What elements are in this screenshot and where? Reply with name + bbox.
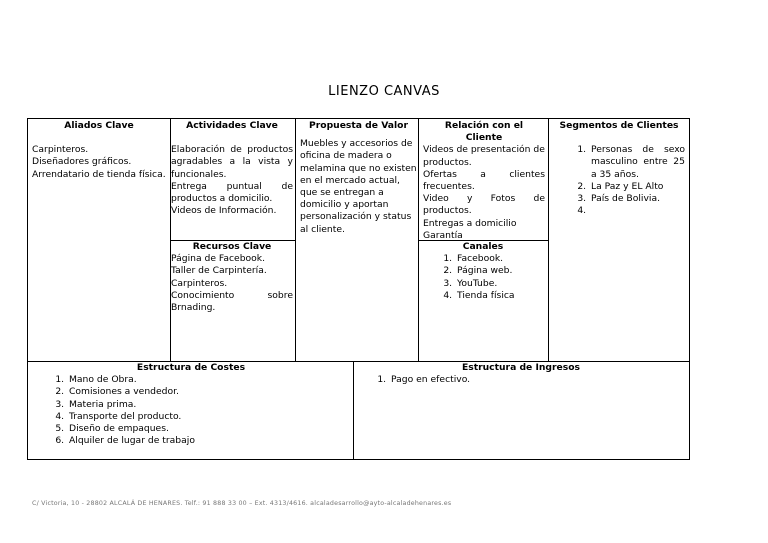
list-item: Elaboración de productos agradables a la vista y funcionales. [171,144,293,180]
estructura-ingresos-section [355,362,687,386]
actividades-clave-header: Actividades Clave [186,120,278,131]
aliados-clave-section [32,120,166,181]
list-item: Garantía [423,229,463,241]
estructura-costes-section [30,362,352,447]
relacion-cliente-section [423,120,545,242]
list-item: Videos de Información. [171,205,277,217]
list-item: 3. YouTube. [455,278,547,290]
divider [548,119,549,361]
list-item: 3. Materia prima. [67,399,352,411]
list-item: 1. Pago en efectivo. [389,374,687,386]
list-item: 1. Facebook. [455,253,547,265]
propuesta-valor-text: Muebles y accesorios de oficina de madera o melamina que no existen en el mercado actual, que se entregan a domicilio y aportan personalización y status al cliente. [300,138,417,235]
recursos-clave-header: Recursos Clave [192,241,272,252]
list-item: Conocimiento sobre Brnading. [171,289,293,314]
list-item: 2. Comisiones a vendedor. [67,386,352,398]
list-item: Arrendatario de tienda física. [32,168,166,180]
propuesta-valor-section [300,120,417,236]
divider [353,361,354,460]
propuesta-valor-header: Propuesta de Valor [309,120,408,131]
canvas-grid [27,118,690,460]
divider [295,119,296,361]
list-item: 1. Mano de Obra. [67,374,352,386]
estructura-ingresos-header: Estructura de Ingresos [461,362,581,373]
recursos-clave-section [171,241,293,314]
list-item: Videos de presentación de productos. [423,144,545,168]
list-item: 2. Página web. [455,265,547,277]
list-item: 3. País de Bolivia. [589,193,685,205]
list-item: Video y Fotos de productos. [423,193,545,217]
list-item: Carpinteros. [171,277,228,289]
list-item: 6. Alquiler de lugar de trabajo [67,435,352,447]
list-item: Carpinteros. [32,144,89,156]
segmentos-clientes-section [550,120,688,217]
footer-address: C/ Victoria, 10 - 28802 ALCALÁ DE HENARES. Telf.: 91 888 33 00 – Ext. 4313/4616. alcaladesarrollo@ayto-alcaladehenares.es [32,500,452,507]
list-item: Entrega puntual de productos a domicilio. [171,180,293,205]
aliados-clave-header: Aliados Clave [64,120,134,131]
list-item: 1. Personas de sexo masculino entre 25 a 35 años. [589,144,685,181]
list-item: 5. Diseño de empaques. [67,423,352,435]
list-item: Taller de Carpintería. [171,265,267,277]
actividades-clave-section [171,120,293,217]
list-item: 4. Transporte del producto. [67,411,352,423]
list-item: Ofertas a clientes frecuentes. [423,168,545,193]
list-item: Entregas a domicilio [423,217,517,229]
page-title: LIENZO CANVAS [328,84,440,99]
relacion-cliente-header: Relación con el Cliente [444,120,524,144]
segmentos-clientes-header: Segmentos de Clientes [559,120,679,131]
estructura-costes-header: Estructura de Costes [136,362,246,373]
list-item [589,205,685,217]
list-item: 2. La Paz y EL Alto [589,181,685,193]
list-item: Página de Facebook. [171,253,266,265]
list-item: 4. Tienda física [455,290,547,302]
canales-section [419,241,547,302]
list-item: Diseñadores gráficos. [32,156,132,168]
canales-header: Canales [462,241,504,252]
